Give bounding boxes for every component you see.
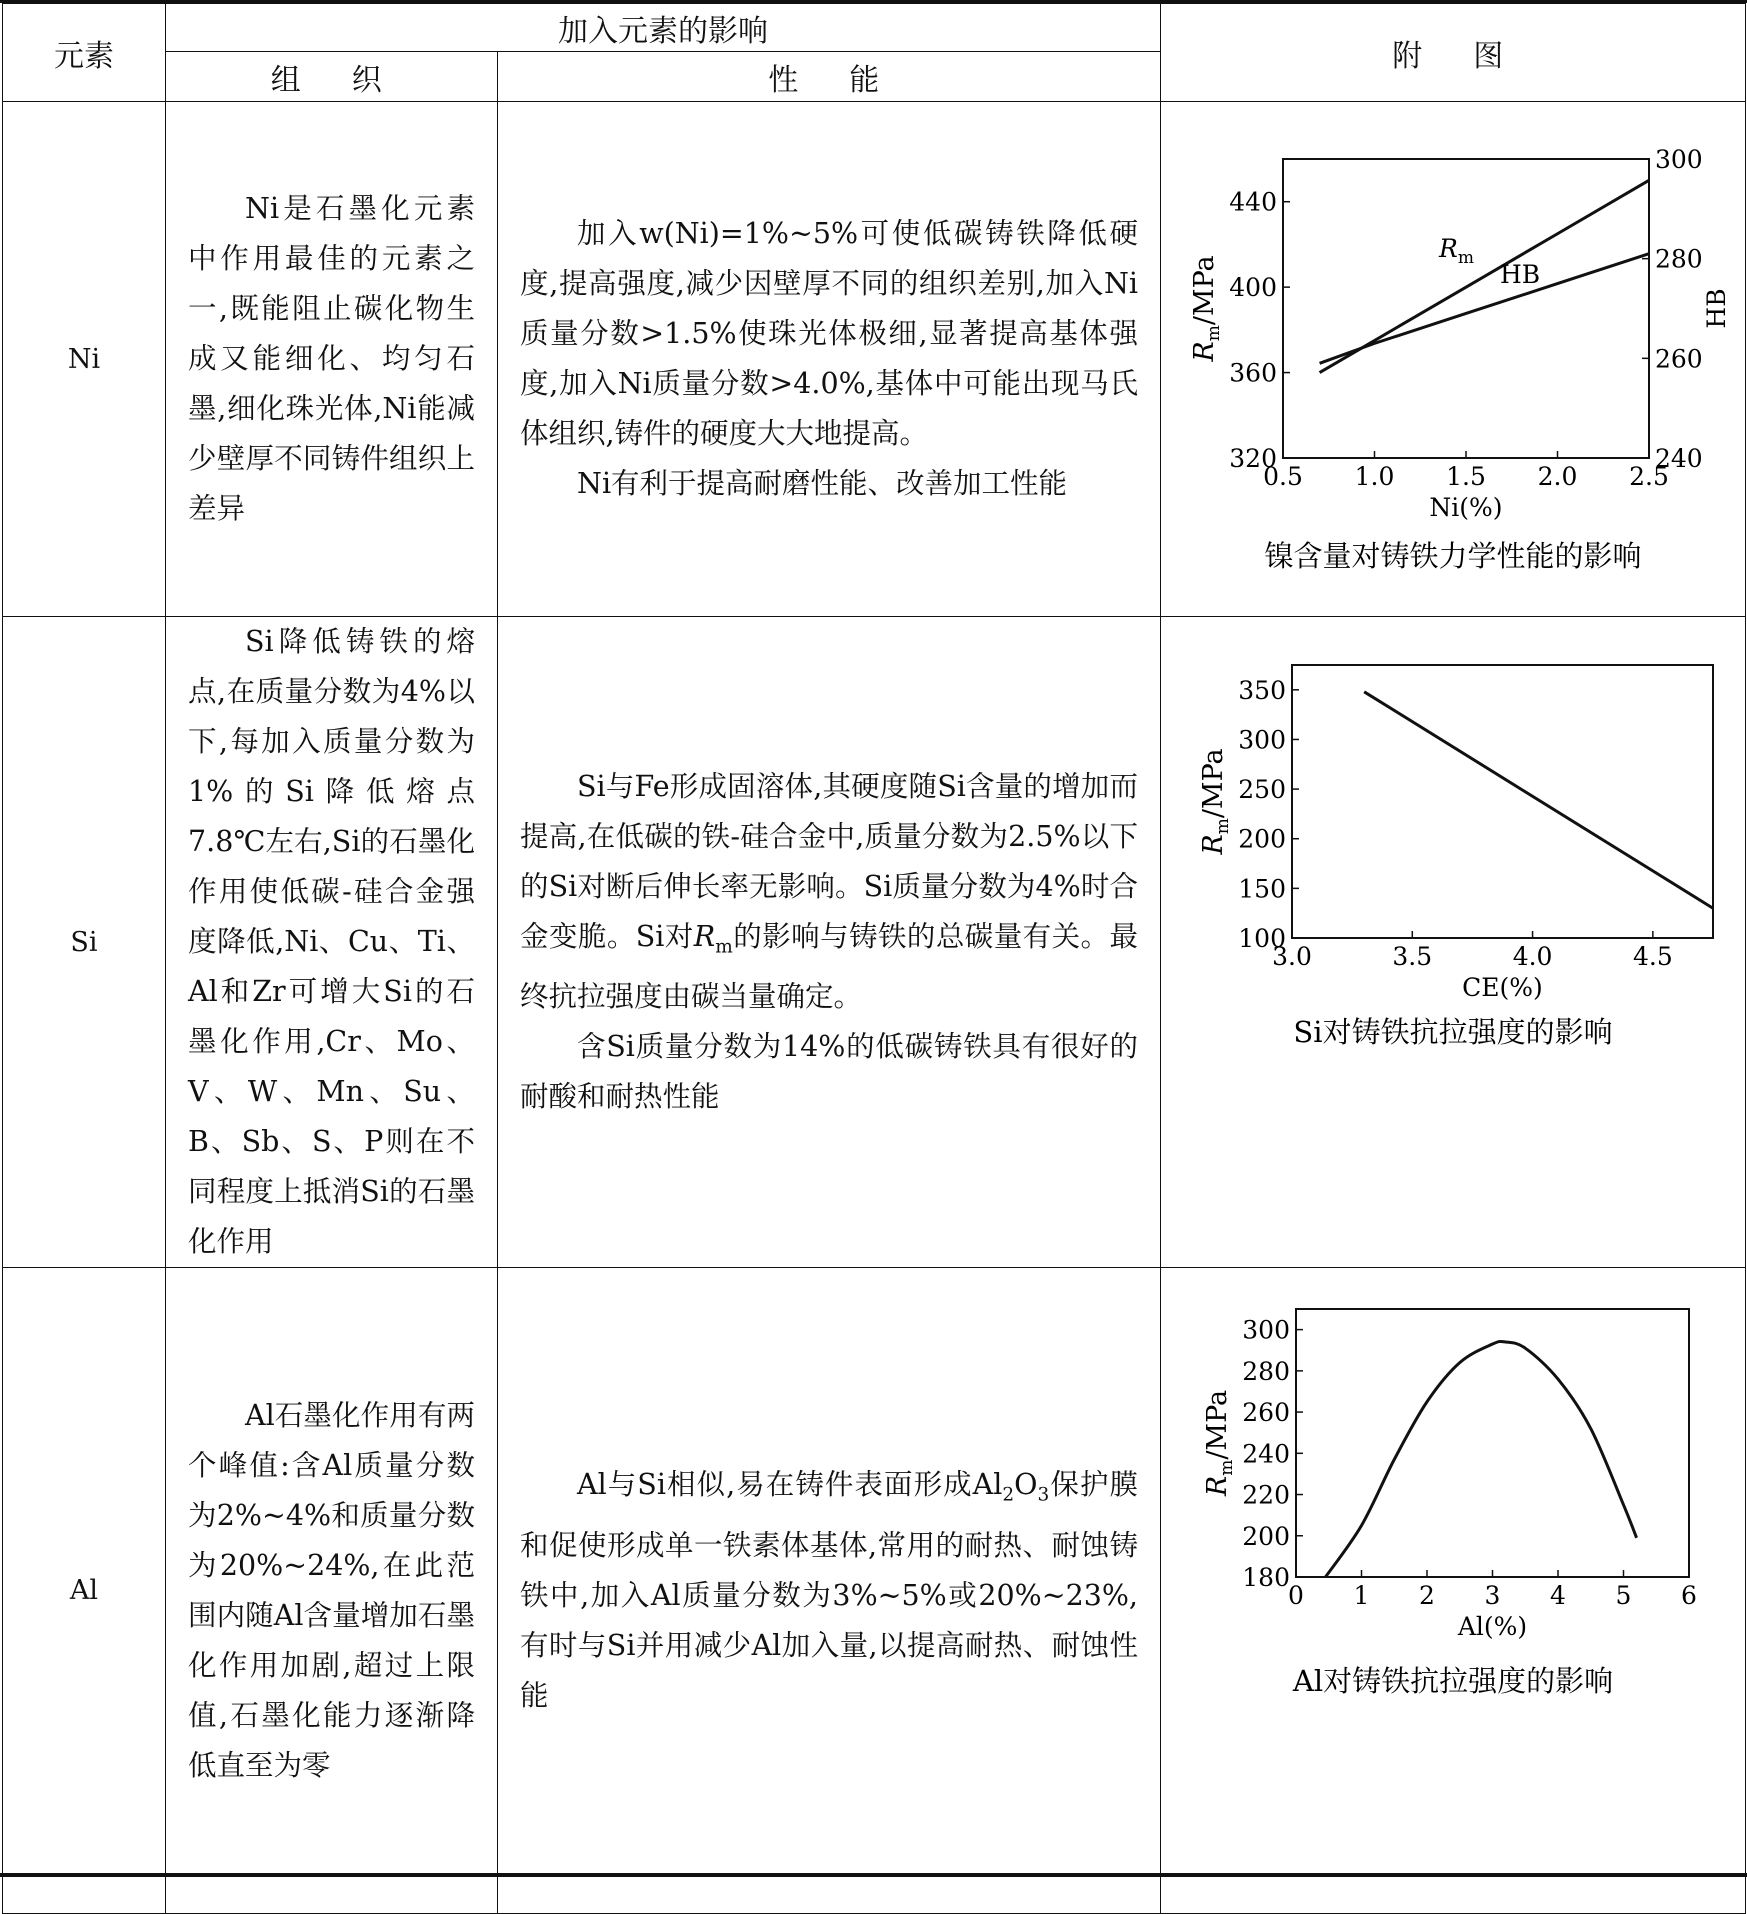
y-tick-label: 200 [1238, 824, 1286, 854]
figure-ni [1161, 102, 1746, 617]
x-tick-label: 3 [1484, 1581, 1501, 1610]
x-tick-label: 2.5 [1629, 462, 1669, 491]
header-element: 元素 [3, 4, 166, 102]
series-line-hb [1320, 254, 1649, 364]
element-al: Al [3, 1268, 166, 1914]
series-line-rm [1320, 180, 1649, 372]
row-si [3, 617, 1746, 1268]
row-al [3, 1268, 1746, 1914]
y-tick-label: 260 [1242, 1398, 1290, 1428]
al2-subscript: 2 [1002, 1484, 1015, 1506]
structure-al-text: Al石墨化作用有两个峰值:含Al质量分数为2%~4%和质量分数为20%~24%,在此范围内随Al含量增加石墨化作用加剧,超过上限值,石墨化能力逐渐降低直至为零 [188, 1398, 475, 1782]
x-tick-label: 0 [1288, 1581, 1304, 1610]
header-influence: 加入元素的影响 [166, 4, 1161, 52]
properties-ni-p2: Ni有利于提高耐磨性能、改善加工性能 [577, 467, 1068, 500]
y-axis-label-subscript: m [1204, 325, 1224, 342]
series-label-rm [1438, 234, 1474, 268]
element-si: Si [3, 617, 166, 1268]
figure-caption: Si对铸铁抗拉强度的影响 [1293, 1015, 1613, 1049]
o3-subscript: 3 [1037, 1484, 1050, 1506]
series-label-subscript: m [1457, 248, 1474, 268]
x-tick-label: 5 [1615, 1581, 1632, 1610]
y-tick-label: 250 [1238, 775, 1286, 805]
y-axis-label-symbol: R [1202, 1475, 1233, 1497]
properties-si-p2: 含Si质量分数为14%的低碳铸铁具有很好的耐酸和耐热性能 [520, 1030, 1138, 1114]
y-axis-label [1189, 255, 1224, 362]
y-axis-label-unit: /MPa [1202, 1389, 1233, 1460]
x-tick-label: 0.5 [1263, 462, 1303, 491]
x-axis-label: Al(%) [1457, 1612, 1528, 1641]
properties-ni-p1: 加入w(Ni)=1%~5%可使低碳铸铁降低硬度,提高强度,减少因壁厚不同的组织差别,加入Ni质量分数>1.5%使珠光体极细,显著提高基体强度,加入Ni质量分数>4.0%,基体中可能出现马氏体组织,铸件的硬度大大地提高。 [520, 217, 1138, 450]
header-properties: 性 能 [498, 52, 1161, 102]
y-tick-label: 360 [1229, 358, 1277, 388]
x-tick-label: 4.5 [1632, 942, 1673, 971]
figure-al [1161, 1268, 1746, 1914]
y-axis-label-subscript: m [1217, 1459, 1237, 1476]
structure-ni [166, 102, 498, 617]
bottom-border [0, 1873, 1747, 1877]
y-tick-label: 280 [1242, 1356, 1290, 1386]
x-tick-label: 2 [1419, 1581, 1435, 1610]
properties-al [498, 1268, 1161, 1914]
properties-al-p1c: 保护膜和促使形成单一铁素体基体,常用的耐热、耐蚀铸铁中,加入Al质量分数为3%~5%或20%~23%,有时与Si并用减少Al加入量,以提高耐热、耐蚀性能 [520, 1468, 1138, 1712]
x-tick-label: 4 [1550, 1581, 1566, 1610]
x-tick-label: 1 [1353, 1581, 1370, 1610]
element-influence-table [2, 3, 1746, 1914]
header-figure: 附 图 [1161, 4, 1746, 102]
y-tick-label: 400 [1229, 273, 1277, 303]
y2-axis-label: HB [1702, 288, 1731, 329]
y2-tick-label: 280 [1655, 244, 1703, 274]
header-structure: 组 织 [166, 52, 498, 102]
y-axis-label-unit: /MPa [1189, 255, 1220, 326]
row-ni [3, 102, 1746, 617]
y-tick-label: 440 [1229, 187, 1277, 217]
y-tick-label: 320 [1229, 444, 1277, 473]
structure-si-text: Si降低铸铁的熔点,在质量分数为4%以下,每加入质量分数为1%的Si降低熔点7.8℃左右,Si的石墨化作用使低碳-硅合金强度降低,Ni、Cu、Ti、Al和Zr可增大Si的石墨化作用,Cr、Mo、V、W、Mn、Su、B、Sb、S、P则在不同程度上抵消Si的石墨化作用 [188, 625, 475, 1258]
y-tick-label: 300 [1242, 1315, 1290, 1345]
chart-al [1161, 1268, 1746, 1913]
y-tick-label: 300 [1238, 725, 1286, 755]
properties-al-p1a: Al与Si相似,易在铸件表面形成Al [577, 1468, 1003, 1502]
rm-symbol: R [693, 919, 716, 953]
plot-frame [1283, 159, 1649, 458]
x-tick-label: 3.0 [1272, 942, 1312, 971]
properties-si-p1b: 的影响与铸铁的总碳量有关。最终抗拉强度由碳当量确定。 [520, 919, 1138, 1014]
properties-si [498, 617, 1161, 1268]
y2-tick-label: 300 [1655, 145, 1703, 174]
rm-subscript: m [715, 936, 733, 958]
y2-tick-label: 260 [1655, 344, 1703, 374]
y-tick-label: 200 [1242, 1521, 1290, 1551]
properties-al-p1b: O [1014, 1468, 1038, 1502]
x-axis-label: Ni(%) [1429, 493, 1503, 522]
figure-caption: Al对铸铁抗拉强度的影响 [1292, 1664, 1614, 1698]
structure-si [166, 617, 498, 1268]
y-tick-label: 180 [1242, 1563, 1290, 1592]
y-tick-label: 150 [1238, 874, 1286, 904]
y-tick-label: 220 [1242, 1480, 1290, 1510]
series-label-symbol: R [1439, 234, 1458, 263]
y2-tick-label: 240 [1655, 444, 1703, 473]
x-tick-label: 6 [1681, 1581, 1697, 1610]
y-axis-label-unit: /MPa [1198, 748, 1229, 819]
properties-si-p1a: Si与Fe形成固溶体,其硬度随Si含量的增加而提高,在低碳的铁-硅合金中,质量分数为2.5%以下的Si对断后伸长率无影响。Si质量分数为4%时合金变脆。Si对 [520, 769, 1138, 953]
figure-caption: 镍含量对铸铁力学性能的影响 [1264, 539, 1642, 573]
x-tick-label: 3.5 [1392, 942, 1433, 971]
structure-ni-text: Ni是石墨化元素中作用最佳的元素之一,既能阻止碳化物生成又能细化、均匀石墨,细化珠光体,Ni能减少壁厚不同铸件组织上差异 [188, 192, 475, 525]
properties-si-p1 [520, 762, 1138, 1023]
properties-al-p1 [520, 1460, 1138, 1721]
series-line-rm [1364, 692, 1713, 908]
element-ni: Ni [3, 102, 166, 617]
x-tick-label: 2.0 [1537, 462, 1578, 491]
series-line-rm [1325, 1341, 1636, 1577]
chart-si [1161, 638, 1746, 1246]
x-tick-label: 4.0 [1512, 942, 1553, 971]
x-tick-label: 1.5 [1446, 462, 1486, 491]
y-axis-label [1202, 1390, 1237, 1497]
y-axis-label [1198, 748, 1233, 855]
series-label-hb: HB [1500, 260, 1541, 289]
plot-frame [1292, 665, 1713, 938]
x-axis-label: CE(%) [1462, 973, 1543, 1002]
y-axis-label-subscript: m [1213, 818, 1233, 835]
y-axis-label-symbol: R [1198, 834, 1229, 855]
y-tick-label: 240 [1242, 1439, 1290, 1469]
y-axis-label-symbol: R [1189, 341, 1220, 362]
y-tick-label: 350 [1238, 675, 1286, 705]
properties-ni [498, 102, 1161, 617]
structure-al [166, 1268, 498, 1914]
x-tick-label: 1.0 [1354, 462, 1395, 491]
chart-ni [1161, 102, 1746, 616]
y-tick-label: 100 [1238, 924, 1286, 953]
figure-si [1161, 617, 1746, 1268]
